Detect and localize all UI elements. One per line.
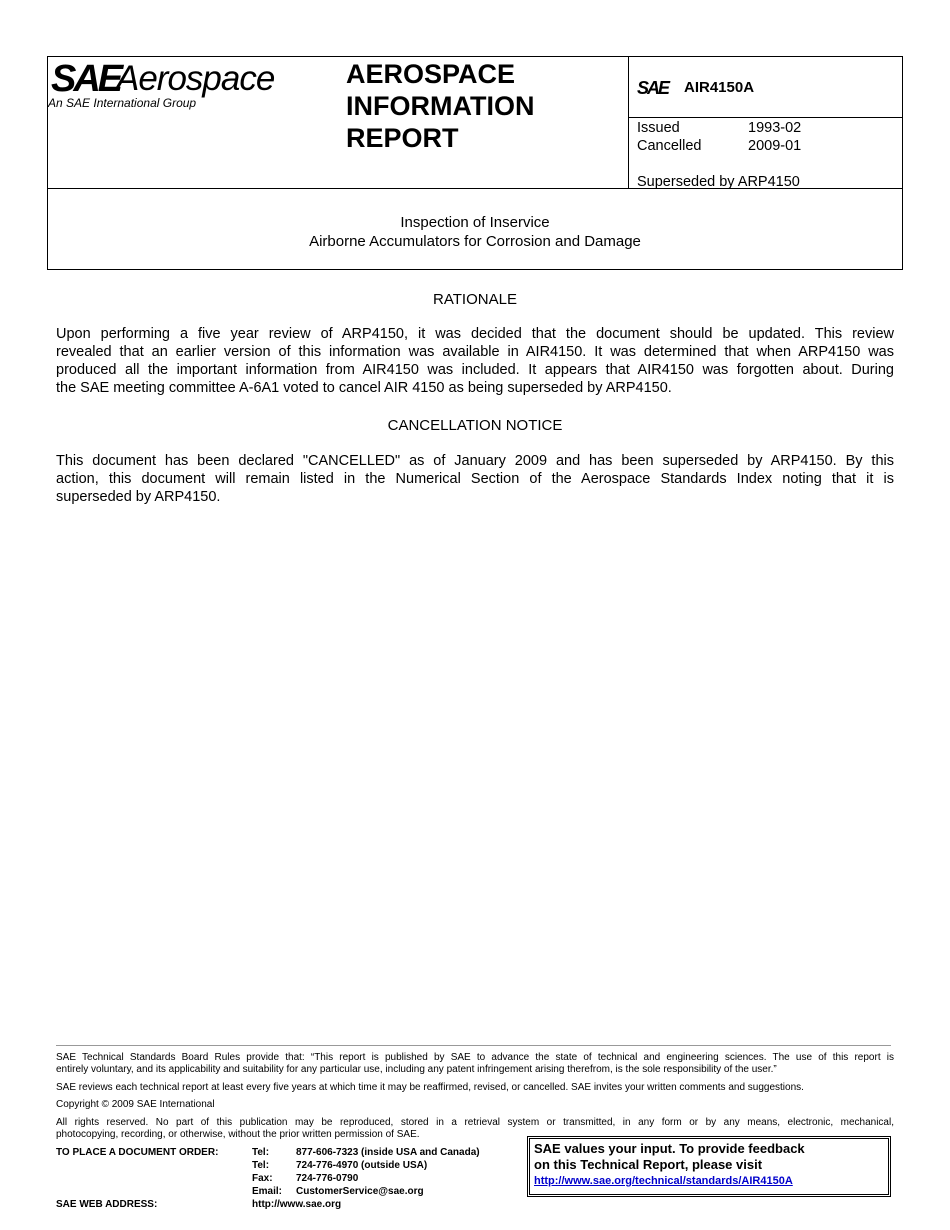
web-address-link[interactable]: http://www.sae.org — [252, 1199, 342, 1210]
sae-logo-brand: SAE — [51, 58, 121, 100]
footer-divider — [56, 1045, 891, 1046]
web-address-label: SAE WEB ADDRESS: — [56, 1199, 158, 1210]
review-statement: SAE reviews each technical report at least every five years at which time it may be reaffirmed, revised, or cancelled. SAE invites your written comments and suggestions. — [56, 1082, 804, 1093]
cancelled-label: Cancelled — [637, 138, 702, 154]
issued-label: Issued — [637, 120, 680, 136]
rationale-heading: RATIONALE — [433, 291, 517, 308]
contact-label: Tel: — [252, 1160, 270, 1171]
email-link[interactable]: CustomerService@sae.org — [296, 1186, 424, 1197]
contact-value: 724-776-4970 (outside USA) — [296, 1160, 428, 1171]
sae-logo-aerospace: Aerospace — [116, 59, 275, 98]
feedback-link[interactable]: http://www.sae.org/technical/standards/AIR4150A — [534, 1175, 793, 1187]
document-title-line-1: Inspection of Inservice — [400, 214, 550, 231]
contact-label: Tel: — [252, 1147, 270, 1158]
copyright: Copyright © 2009 SAE International — [56, 1099, 215, 1110]
header-divider — [628, 56, 629, 189]
cancellation-line: action, this document will remain listed in the Numerical Section of the Aerospace Standards Index noting that it is — [56, 471, 894, 487]
report-type-line-3: REPORT — [346, 123, 459, 153]
report-type-line-2: INFORMATION — [346, 91, 535, 121]
rationale-line: produced all the important information from AIR4150 was included. It appears that AIR4150 was forgotten about. During — [56, 362, 894, 378]
feedback-text — [534, 1141, 805, 1173]
contact-value: 877-606-7323 (inside USA and Canada) — [296, 1147, 480, 1158]
cancellation-line: superseded by ARP4150. — [56, 489, 221, 505]
rights-line: photocopying, recording, or otherwise, without the prior written permission of SAE. — [56, 1129, 420, 1140]
superseded-note: Superseded by ARP4150 — [637, 174, 800, 190]
header-right-divider — [628, 117, 903, 118]
document-title-line-2: Airborne Accumulators for Corrosion and Damage — [309, 233, 641, 250]
rules-line: entirely voluntary, and its applicability and suitability for any particular use, including any patent infringement arising therefrom, is the sole responsibility of the user.” — [56, 1064, 777, 1075]
sae-logo-tagline: An SAE International Group — [48, 96, 197, 110]
order-label: TO PLACE A DOCUMENT ORDER: — [56, 1147, 219, 1158]
rights-line: All rights reserved. No part of this publication may be reproduced, stored in a retrieval system or transmitted, in any form or by any means, electronic, mechanical, — [56, 1117, 894, 1128]
rationale-line: the SAE meeting committee A-6A1 voted to cancel AIR 4150 as being superseded by ARP4150. — [56, 380, 672, 396]
cancelled-date: 2009-01 — [748, 138, 802, 154]
contact-label: Email: — [252, 1186, 283, 1197]
cancellation-line: This document has been declared "CANCELLED" as of January 2009 and has been superseded by ARP4150. By this — [56, 453, 894, 469]
report-type-line-1: AEROSPACE — [346, 59, 516, 89]
cancellation-heading: CANCELLATION NOTICE — [387, 417, 563, 434]
contact-label: Fax: — [252, 1173, 273, 1184]
document-number: AIR4150A — [684, 79, 755, 96]
feedback-line-1: SAE values your input. To provide feedback — [534, 1141, 805, 1156]
rationale-line: Upon performing a five year review of ARP4150, it was decided that the document should be updated. This review — [56, 326, 894, 342]
issued-date: 1993-02 — [748, 120, 802, 136]
rationale-line: revealed that an earlier version of this information was available in AIR4150. It was determined that when ARP4150 was — [56, 344, 894, 360]
feedback-line-2: on this Technical Report, please visit — [534, 1157, 763, 1172]
rules-line: SAE Technical Standards Board Rules provide that: “This report is published by SAE to advance the state of technical and engineering sciences. The use of this report is — [56, 1052, 894, 1063]
contact-value: 724-776-0790 — [296, 1173, 359, 1184]
sae-mark-icon: SAE — [637, 78, 669, 98]
